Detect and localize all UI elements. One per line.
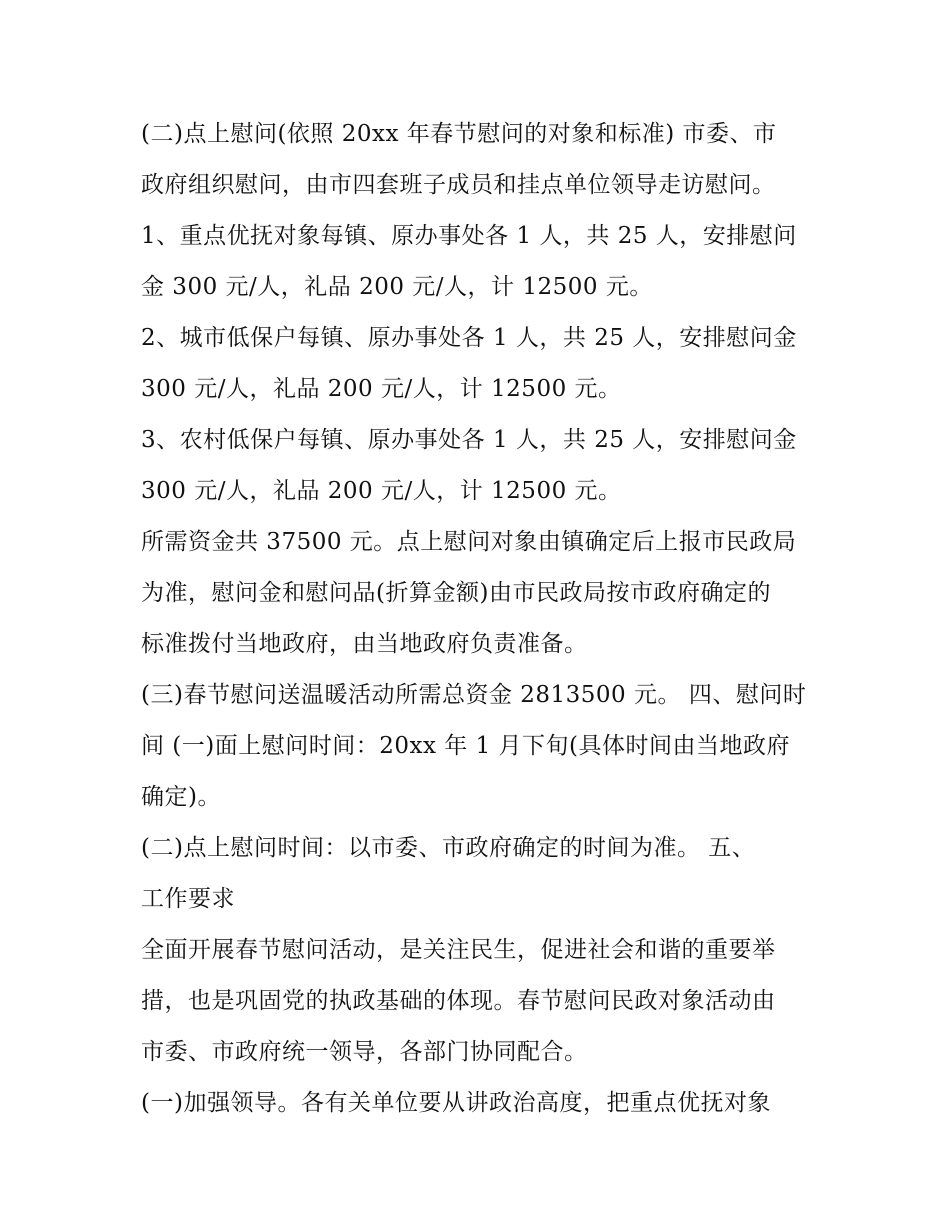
text-line: 标准拨付当地政府，由当地政府负责准备。 (141, 631, 588, 657)
text-line: (二)点上慰问(依照 20xx 年春节慰问的对象和标准) 市委、市 (141, 121, 777, 147)
document-body (141, 109, 811, 1129)
text-line: 300 元/人，礼品 200 元/人，计 12500 元。 (141, 478, 622, 504)
text-line: 金 300 元/人，礼品 200 元/人，计 12500 元。 (141, 274, 653, 300)
text-line: 确定)。 (141, 784, 221, 810)
text-line: (二)点上慰问时间：以市委、市政府确定的时间为准。 五、 (141, 835, 756, 861)
text-line: (一)加强领导。各有关单位要从讲政治高度，把重点优抚对象 (141, 1090, 771, 1116)
text-line: 全面开展春节慰问活动，是关注民生，促进社会和谐的重要举 (141, 937, 776, 963)
text-line: 政府组织慰问，由市四套班子成员和挂点单位领导走访慰问。 (141, 172, 776, 198)
text-line: 2、城市低保户每镇、原办事处各 1 人，共 25 人，安排慰问金 (141, 325, 797, 351)
text-line: 市委、市政府统一领导，各部门协同配合。 (141, 1039, 588, 1065)
text-line: 300 元/人，礼品 200 元/人，计 12500 元。 (141, 376, 622, 402)
text-line: (三)春节慰问送温暖活动所需总资金 2813500 元。 四、慰问时 (141, 682, 807, 708)
text-line: 所需资金共 37500 元。点上慰问对象由镇确定后上报市民政局 (141, 529, 797, 555)
text-line: 1、重点优抚对象每镇、原办事处各 1 人，共 25 人，安排慰问 (141, 223, 797, 249)
text-line: 措，也是巩固党的执政基础的体现。春节慰问民政对象活动由 (141, 988, 776, 1014)
text-line: 间 (一)面上慰问时间：20xx 年 1 月下旬(具体时间由当地政府 (141, 733, 791, 759)
text-line: 工作要求 (141, 886, 235, 912)
text-line: 为准，慰问金和慰问品(折算金额)由市民政局按市政府确定的 (141, 580, 771, 606)
text-line: 3、农村低保户每镇、原办事处各 1 人，共 25 人，安排慰问金 (141, 427, 797, 453)
